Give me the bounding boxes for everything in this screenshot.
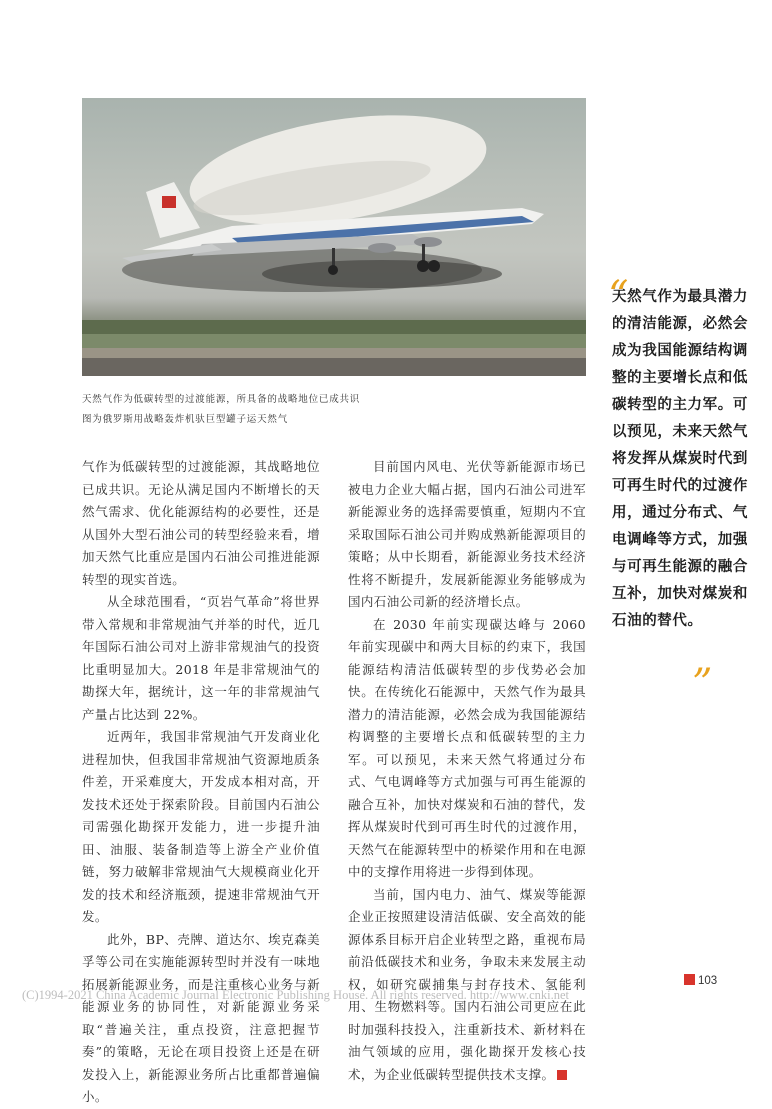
paragraph: 目前国内风电、光伏等新能源市场已被电力企业大幅占据，国内石油公司进军新能源业务的选择需要慎重，短期内不宜采取国际石油公司并购成熟新能源项目的策略；从中长期看，新能源业务技术经济性将不断提升，发展新能源业务能够成为国内石油公司新的经济增长点。 xyxy=(348,459,586,609)
paragraph-last xyxy=(348,884,586,1087)
article-end-icon xyxy=(557,1070,567,1080)
caption-line: 图为俄罗斯用战略轰炸机驮巨型罐子运天然气 xyxy=(82,414,289,425)
copyright-watermark: (C)1994-2021 China Academic Journal Electronic Publishing House. All rights reserved. http://www.cnki.net xyxy=(22,988,570,1002)
page-marker-icon xyxy=(684,974,695,985)
open-quote-icon: “ xyxy=(608,273,629,319)
article-photo xyxy=(82,98,586,376)
paragraph-text: 当前，国内电力、油气、煤炭等能源企业正按照建设清洁低碳、安全高效的能源体系目标开启企业转型之路，重视布局前沿低碳技术和业务，争取未来发展主动权，如研究碳捕集与封存技术、氢能利用、生物燃料等。国内石油公司更应在此时加强科技投入，注重新技术、新材料在油气领域的应用，强化勘探开发核心技术，为企业低碳转型提供技术支撑。 xyxy=(348,886,586,1082)
aircraft-tank-illustration xyxy=(82,98,586,376)
pull-quote: 天然气作为最具潜力的清洁能源，必然会成为我国能源结构调整的主要增长点和低碳转型的主力军。可以预见，未来天然气将发挥从煤炭时代到可再生时代的过渡作用，通过分布式、气电调峰等方式，加强与可再生能源的融合互补，加快对煤炭和石油的替代。 xyxy=(612,289,748,629)
article-column-left xyxy=(82,456,320,1109)
paragraph: 近两年，我国非常规油气开发商业化进程加快，但我国非常规油气资源地质条件差，开采难度大，开发成本相对高，开发技术还处于探索阶段。目前国内石油公司需强化勘探开发能力，进一步提升油田、油服、装备制造等上游全产业价值链，努力破解非常规油气大规模商业化开发的技术和经济瓶颈，提速非常规油气开发。 xyxy=(82,729,320,924)
paragraph: 从全球范围看，“页岩气革命”将世界带入常规和非常规油气并举的时代，近几年国际石油公司对上游非常规油气的投资比重明显加大。2018 年是非常规油气的勘探大年，据统计，这一年的非常规油气产量占比达到 22%。 xyxy=(82,594,320,722)
paragraph: 在 2030 年前实现碳达峰与 2060 年前实现碳中和两大目标的约束下，我国能源结构清洁低碳转型的步伐势必会加快。在传统化石能源中，天然气作为最具潜力的清洁能源，必然会成为我国能源结构调整的主要增长点和低碳转型的主力军。可以预见，未来天然气将通过分布式、气电调峰等方式加强与可再生能源的融合互补，加快对煤炭和石油的替代，发挥从煤炭时代到可再生时代的过渡作用，天然气在能源转型中的桥梁作用和在电源中的支撑作用将进一步得到体现。 xyxy=(348,616,586,879)
page-number xyxy=(684,974,717,987)
page-number-text: 103 xyxy=(698,975,718,987)
photo-caption xyxy=(82,390,382,430)
caption-line: 天然气作为低碳转型的过渡能源，所具备的战略地位已成共识 xyxy=(82,394,361,405)
paragraph: 此外，BP、壳牌、道达尔、埃克森美孚等公司在实施能源转型时并没有一味地拓展新能源业务，而是注重核心业务与新能源业务的协同性，对新能源业务采取“普遍关注，重点投资，注意把握节奏”的策略，无论在项目投资上还是在研发投入上，新能源业务所占比重都普遍偏小。 xyxy=(82,931,320,1104)
close-quote-icon: ” xyxy=(692,661,713,707)
paragraph: 气作为低碳转型的过渡能源，其战略地位已成共识。无论从满足国内不断增长的天然气需求、优化能源结构的必要性，还是从国外大型石油公司的转型经验来看，增加天然气比重应是国内石油公司推进能源转型的现实首选。 xyxy=(82,459,320,587)
